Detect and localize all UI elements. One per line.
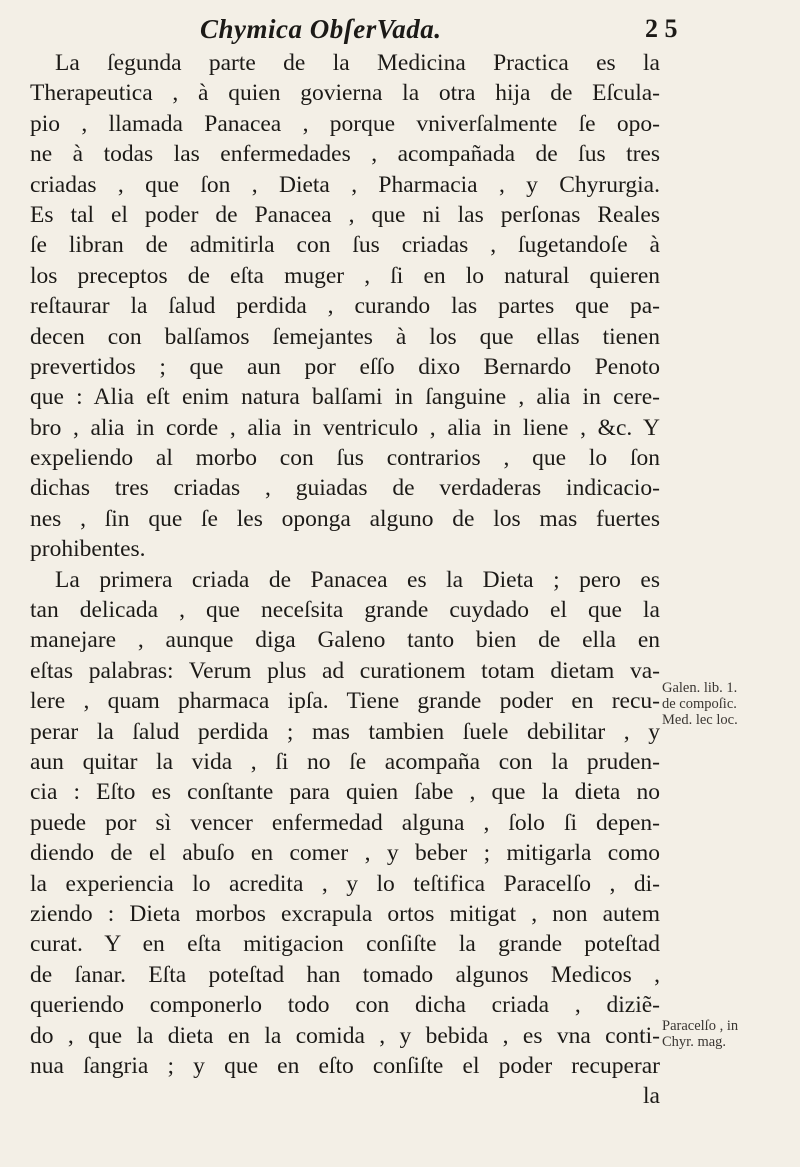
text-line: que : Alia eſt enim natura balſami in ſanguine , alia in cere- <box>30 384 660 411</box>
margin-note-paracelso <box>662 1018 797 1050</box>
text-line: tan delicada , que neceſsita grande cuydado el que la <box>30 597 660 624</box>
text-line: cia : Eſto es conſtante para quien ſabe , que la dieta no <box>30 779 660 806</box>
text-line: ſe libran de admitirla con ſus criadas , ſugetandoſe à <box>30 232 660 259</box>
text-line: perar la ſalud perdida ; mas tambien ſuele debilitar , y <box>30 718 660 745</box>
text-line: Es tal el poder de Panacea , que ni las perſonas Reales <box>30 201 660 228</box>
text-line: ziendo : Dieta morbos excrapula ortos mitigat , non autem <box>30 900 660 927</box>
text-line: lere , quam pharmaca ipſa. Tiene grande poder en recu- <box>30 688 660 715</box>
margin-note-line: de compoſic. <box>662 696 737 712</box>
margin-note-line: Paracelſo , in <box>662 1018 739 1034</box>
running-title: Chymica ObſerVada. <box>200 14 442 44</box>
margin-note-line: Med. lec loc. <box>662 712 738 728</box>
text-line: prevertidos ; que aun por eſſo dixo Bernardo Penoto <box>30 353 660 380</box>
body-text <box>30 48 660 1112</box>
text-line: diendo de el abuſo en comer , y beber ; mitigarla como <box>30 840 660 867</box>
text-line: La ſegunda parte de la Medicina Practica es la <box>55 50 660 76</box>
text-line: eſtas palabras: Verum plus ad curationem totam dietam va- <box>30 657 660 684</box>
text-line: expeliendo al morbo con ſus contrarios , que lo ſon <box>30 445 660 472</box>
text-line: pio , llamada Panacea , porque vniverſalmente ſe opo- <box>30 110 660 137</box>
text-line: curat. Y en eſta mitigacion conſiſte la grande poteſtad <box>30 931 660 958</box>
text-line: nes , ſin que ſe les oponga alguno de los mas fuertes <box>30 505 660 532</box>
text-line: bro , alia in corde , alia in ventriculo , alia in liene , &c. Y <box>30 414 660 441</box>
text-line: ne à todas las enfermedades , acompañada de ſus tres <box>30 141 660 168</box>
text-line: Therapeutica , à quien govierna la otra hija de Eſcula- <box>30 80 660 107</box>
page-header <box>0 8 800 48</box>
margin-note-galen <box>662 680 797 728</box>
text-line: los preceptos de eſta muger , ſi en lo natural quieren <box>30 262 660 289</box>
text-line: La primera criada de Panacea es la Dieta ; pero es <box>55 566 660 593</box>
text-line: puede por sì vencer enfermedad alguna , ſolo ſi depen- <box>30 809 660 836</box>
text-line: prohibentes. <box>30 536 146 563</box>
text-line: aun quitar la vida , ſi no ſe acompaña con la pruden- <box>30 748 660 775</box>
text-line: nua ſangria ; y que en eſto conſiſte el poder recuperar <box>30 1052 660 1079</box>
page-number: 2 5 <box>645 14 678 43</box>
text-line: dichas tres criadas , guiadas de verdaderas indicacio- <box>30 475 660 502</box>
text-line: manejare , aunque diga Galeno tanto bien de ella en <box>30 627 660 654</box>
text-line: do , que la dieta en la comida , y bebida , es vna conti- <box>30 1022 660 1049</box>
text-line: la experiencia lo acredita , y lo teſtifica Paracelſo , di- <box>30 870 660 897</box>
catchword: la <box>643 1083 660 1110</box>
text-line: criadas , que ſon , Dieta , Pharmacia , y Chyrurgia. <box>30 171 660 198</box>
margin-note-line: Chyr. mag. <box>662 1034 727 1050</box>
text-line: queriendo componerlo todo con dicha criada , diziẽ- <box>30 992 660 1019</box>
margin-note-line: Galen. lib. 1. <box>662 680 738 696</box>
text-line: de ſanar. Eſta poteſtad han tomado algunos Medicos , <box>30 961 660 988</box>
text-line: decen con balſamos ſemejantes à los que ellas tienen <box>30 323 660 350</box>
text-line: reſtaurar la ſalud perdida , curando las partes que pa- <box>30 293 660 320</box>
